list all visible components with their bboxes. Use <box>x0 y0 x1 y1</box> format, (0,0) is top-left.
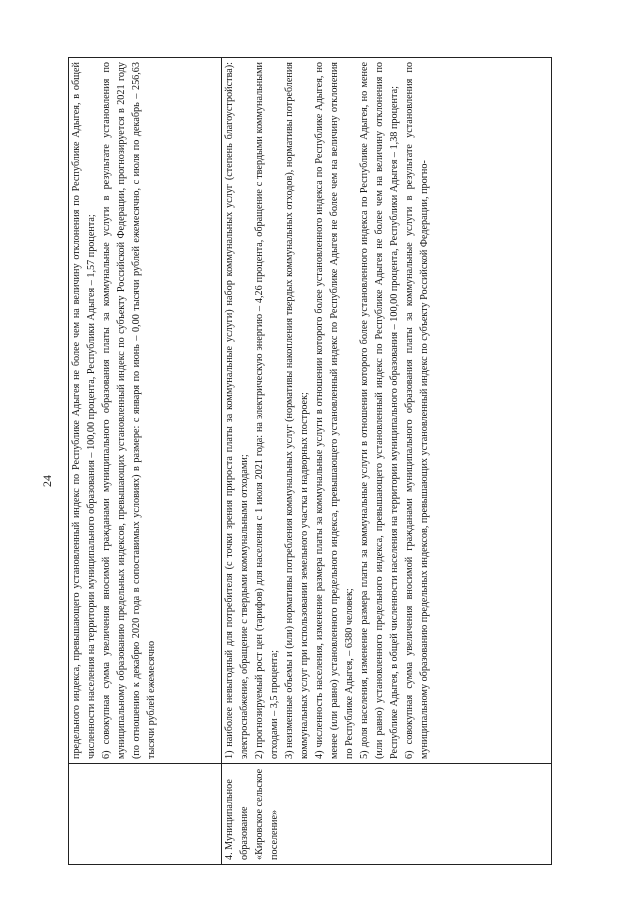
paragraph: 5) доля населения, изменение размера платы за коммунальные услуги в отношении которого более установленного индекса по Республике Адыгея, но менее (или равно) установленного предельного индекса, превышающего установленный индекс по Республике Адыгея не более чем на величину отклонения по Республике Адыгея, в общей численности населения на территории муниципального образования – 100,00 процента, Республики Адыгея – 1,38 процента; <box>359 62 400 759</box>
table-row <box>69 58 222 865</box>
paragraph: 2) прогнозируемый рост цен (тарифов) для населения с 1 июля 2021 года: на электрическую энергию – 4,26 процента, обращение с твердыми коммунальными отходами – 3,5 процента; <box>254 62 280 759</box>
indices-table <box>68 57 552 865</box>
paragraph: 6) совокупная сумма увеличения вносимой гражданами муниципального образования платы за коммунальные услуги в результате установления по муниципальному образованию предельных индексов, превышающих установленный индекс по субъекту Российской Федерации, прогнозируется в 2021 году (по отношению к декабрю 2020 года в сопоставимых условиях) в размере: с января по июнь – 0,00 тысячи рублей ежемесячно, с июля по декабрь – 256,63 тысячи рублей ежемесячно <box>101 62 157 759</box>
paragraph: 3) неизменные объемы и (или) нормативы потребления коммунальных услуг (нормативы накопления твердых коммунальных отходов), нормативы потребления коммунальных услуг при использовании земельного участка и надворных построек; <box>284 62 310 759</box>
table-row <box>222 58 552 865</box>
paragraph: 4) численность населения, изменение размера платы за коммунальные услуги в отношении которого более установленного индекса по Республике Адыгея, но менее (или равно) установленного предельного индекса, превышающего установленный индекс по Республике Адыгея не более чем на величину отклонения по Республике Адыгея, – 6380 человек; <box>314 62 355 759</box>
municipality-name-cell <box>69 764 222 865</box>
details-cell <box>222 58 552 764</box>
paragraph: 6) совокупная сумма увеличения вносимой гражданами муниципального образования платы за коммунальные услуги в результате установления по муниципальному образованию предельных индексов, превышающих установленный индекс по субъекту Российской Федерации, прогно- <box>404 62 430 759</box>
municipality-name-cell: 4. Муниципальное образование «Кировское сельское поселение» <box>222 764 552 865</box>
page-number: 24 <box>40 475 54 487</box>
rotated-page-content <box>20 57 560 905</box>
paragraph: предельного индекса, превышающего установленный индекс по Республике Адыгея не более чем на величину отклонения по Республике Адыгея, в общей численности населения на территории муниципального образования – 100,00 процента, Республики Адыгея – 1,57 процента; <box>71 62 97 759</box>
details-cell <box>69 58 222 764</box>
paragraph: 1) наиболее невыгодный для потребителя (с точки зрения прироста платы за коммунальные услуги) набор коммунальных услуг (степень благоустройства): электроснабжение, обращение с твердыми коммунальными отходами; <box>224 62 250 759</box>
